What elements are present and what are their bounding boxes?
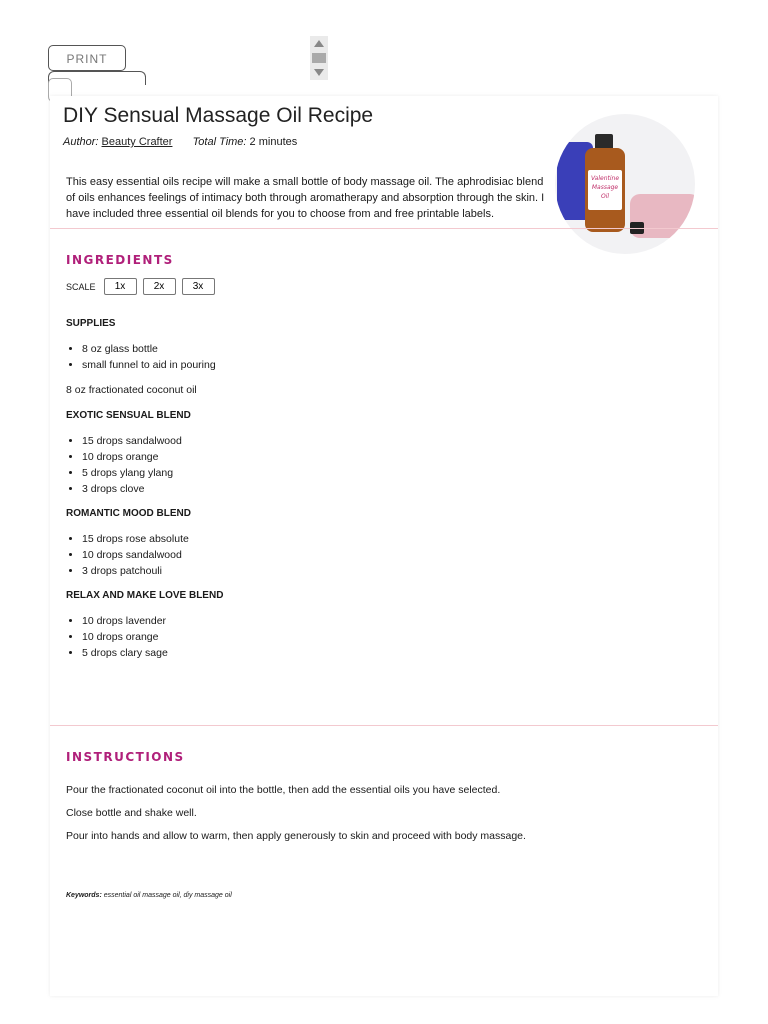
ingredients-heading: INGREDIENTS [66,253,174,267]
scroll-up-icon[interactable] [314,40,324,47]
keywords-value: essential oil massage oil, diy massage oil [103,892,232,899]
recipe-title: DIY Sensual Massage Oil Recipe [63,104,374,127]
scale-1x-button[interactable]: 1x [104,278,137,295]
blend1-title: EXOTIC SENSUAL BLEND [66,409,191,421]
supplies-title: SUPPLIES [66,318,116,329]
recipe-meta [63,136,297,148]
scale-label: SCALE [66,281,96,292]
divider [50,228,718,229]
list-item: • 10 drops orange [82,449,666,465]
blend1-list [66,433,666,498]
author-link[interactable]: Beauty Crafter [101,136,173,148]
recipe-summary: This easy essential oils recipe will make a small bottle of body massage oil. The aphrodisiac blend of oils enhances feelings of intimacy both through aromatherapy and absorption through the skin. I have included three essential oil blends for you to choose from and free printable labels. [66,176,545,220]
supplies-list [66,341,666,374]
divider [50,725,718,726]
scale-3x-button[interactable]: 3x [182,278,215,295]
list-item: • 15 drops sandalwood [82,433,666,449]
time-label: Total Time: [192,136,247,148]
author-label: Author: [63,136,99,148]
ingredients-list [66,318,666,672]
list-item: • 10 drops lavender [82,613,666,629]
list-item: • 3 drops clove [82,481,666,497]
recipe-photo [555,114,695,254]
list-item: • 15 drops rose absolute [82,531,666,547]
list-item: • 10 drops sandalwood [82,547,666,563]
scale-control [66,278,215,295]
scrollbar[interactable] [310,36,328,80]
blend3-list [66,613,666,662]
bottle-label: Valentine Massage Oil [588,170,622,210]
list-item: • 5 drops ylang ylang [82,465,666,481]
scale-2x-button[interactable]: 2x [143,278,176,295]
list-item: • small funnel to aid in pouring [82,357,666,373]
list-item: • 5 drops clary sage [82,645,666,661]
instructions-list [66,784,686,853]
base-oil: 8 oz fractionated coconut oil [66,383,197,396]
scroll-thumb[interactable] [312,53,326,63]
time-value: 2 minutes [249,136,298,148]
instructions-heading: INSTRUCTIONS [66,750,185,764]
instruction-step: Pour into hands and allow to warm, then apply generously to skin and proceed with body massage. [66,830,526,842]
scroll-down-icon[interactable] [314,69,324,76]
list-item: • 3 drops patchouli [82,563,666,579]
list-item: • 10 drops orange [82,629,666,645]
blend2-title: ROMANTIC MOOD BLEND [66,507,191,519]
keywords [66,892,232,899]
instruction-step: Close bottle and shake well. [66,807,197,819]
keywords-label: Keywords: [66,892,102,899]
blend3-title: RELAX AND MAKE LOVE BLEND [66,589,224,601]
recipe-card [50,96,718,996]
list-item: • 8 oz glass bottle [82,341,666,357]
print-button[interactable]: PRINT [48,45,126,71]
instruction-step: Pour the fractionated coconut oil into the bottle, then add the essential oils you have selected. [66,784,501,796]
blend2-list [66,531,666,580]
